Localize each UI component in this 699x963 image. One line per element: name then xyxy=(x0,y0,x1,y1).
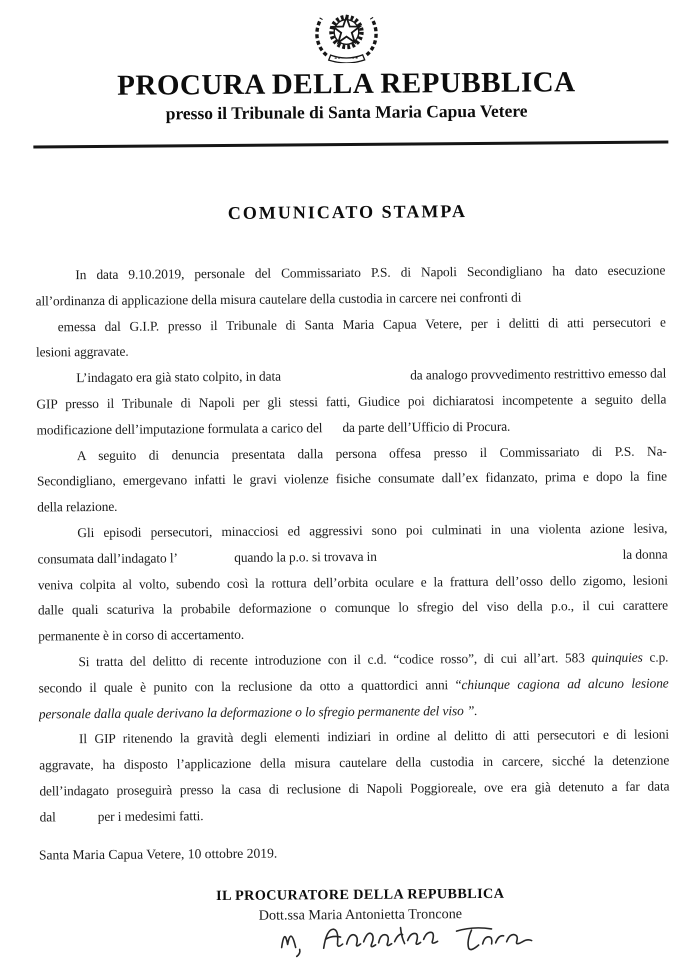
body-line xyxy=(37,515,667,546)
text-segment: della relazione. xyxy=(37,498,118,515)
text-segment: Il GIP ritenendo la gravità degli elementi indiziari in ordine al delitto di atti persecutori e di lesioni xyxy=(78,726,670,747)
text-segment: chiunque cagiona ad alcuno lesione xyxy=(461,675,669,692)
text-segment: emessa dal G.I.P. presso il Tribunale di Santa Maria Capua Vetere, per i delitti di atti persecutori e xyxy=(57,314,666,334)
text-segment: In data 9.10.2019, personale del Commissariato P.S. di Napoli Secondigliano ha dato esecuzione xyxy=(75,262,666,283)
text-segment: da analogo provvedimento restrittivo emesso dal xyxy=(410,365,667,383)
text-segment: lesioni aggravate. xyxy=(35,344,129,360)
text-segment: Secondigliano, emergevano infatti le gravi violenze fisiche consumate dall’ex fidanzato, prima e dopo la fine xyxy=(36,468,668,489)
text-segment: la donna xyxy=(622,546,668,562)
redaction-gap xyxy=(322,430,342,432)
body-line xyxy=(38,593,668,624)
body-line xyxy=(35,258,665,289)
signer-role: IL PROCURATORE DELLA REPUBBLICA xyxy=(216,885,505,905)
redaction-gap xyxy=(36,329,58,331)
body-line xyxy=(37,464,667,495)
text-segment: aggravate, ha disposto l’applicazione della misura cautelare della custodia in carcere, sicché la detenzione xyxy=(39,752,670,773)
letterhead-subtitle: presso il Tribunale di Santa Maria Capua Vetere xyxy=(165,100,528,124)
text-segment: A seguito di denuncia presentata dalla persona offesa presso il Commissariato di P.S. Na- xyxy=(76,443,667,463)
text-segment: dell’indagato proseguirà presso la casa di reclusione di Napoli Poggioreale, ove era già detenuto a far data xyxy=(39,778,670,799)
redaction-gap xyxy=(377,559,623,561)
body-line xyxy=(36,309,666,340)
text-segment: quinquies xyxy=(591,649,643,666)
text-segment: Gli episodi persecutori, minacciosi ed aggressivi sono poi culminati in una violenta azione lesiva, xyxy=(77,520,668,541)
text-segment: veniva colpita al volto, subendo così la rottura dell’orbita oculare e la frattura dell’osso dello zigomo, lesioni xyxy=(37,572,668,593)
text-segment: Si tratta del delitto di recente introduzione con il c.d. “codice rosso”, di cui all’art. 583 xyxy=(78,650,592,670)
text-segment: L’indagato era già stato colpito, in data xyxy=(76,368,281,386)
body-line xyxy=(40,799,670,830)
redaction-gap xyxy=(56,819,98,821)
text-segment: da parte dell’Ufficio di Procura. xyxy=(342,418,511,435)
text-segment: consumata dall’indagato l’ xyxy=(37,550,178,567)
redaction-gap xyxy=(281,380,410,381)
body-line xyxy=(39,773,669,804)
text-segment: secondo il quale è punito con la reclusione da otto a quattordici anni “ xyxy=(38,676,462,696)
dateline: Santa Maria Capua Vetere, 10 ottobre 2019. xyxy=(38,845,278,863)
text-segment: GIP presso il Tribunale di Napoli per gli stessi fatti, Giudice poi dichiaratosi incompetente a seguito della xyxy=(36,391,667,412)
indent xyxy=(39,741,79,743)
text-segment: personale dalla quale derivano la deformazione o lo sfregio permanente del viso ”. xyxy=(38,702,478,721)
document-heading: COMUNICATO STAMPA xyxy=(227,201,468,223)
indent xyxy=(37,458,77,460)
handwritten-signature xyxy=(271,916,553,963)
text-segment: permanente è in corso di accertamento. xyxy=(38,626,245,644)
letterhead-divider xyxy=(33,140,668,148)
text-segment: per i medesimi fatti. xyxy=(97,807,204,824)
text-segment: all’ordinanza di applicazione della misura cautelare della custodia in carcere nei confronti di xyxy=(35,289,522,309)
text-segment: c.p. xyxy=(642,649,669,665)
letterhead-title: PROCURA DELLA REPUBBLICA xyxy=(117,66,576,102)
body-line xyxy=(36,386,666,417)
body-line xyxy=(39,670,669,701)
indent xyxy=(35,277,75,279)
indent xyxy=(37,535,77,537)
text-segment: quando la p.o. si trovava in xyxy=(234,548,377,565)
text-segment: dal xyxy=(39,809,56,825)
text-segment: dalle quali scaturiva la probabile deformazione o comunque lo sfregio del viso della p.o., il cui carattere xyxy=(37,597,669,618)
indent xyxy=(38,664,78,666)
italian-republic-emblem-icon xyxy=(307,5,385,69)
document-body xyxy=(35,258,669,830)
signer-name: Dott.ssa Maria Antonietta Troncone xyxy=(258,906,463,924)
text-segment: modificazione dell’imputazione formulata a carico del xyxy=(36,419,323,438)
